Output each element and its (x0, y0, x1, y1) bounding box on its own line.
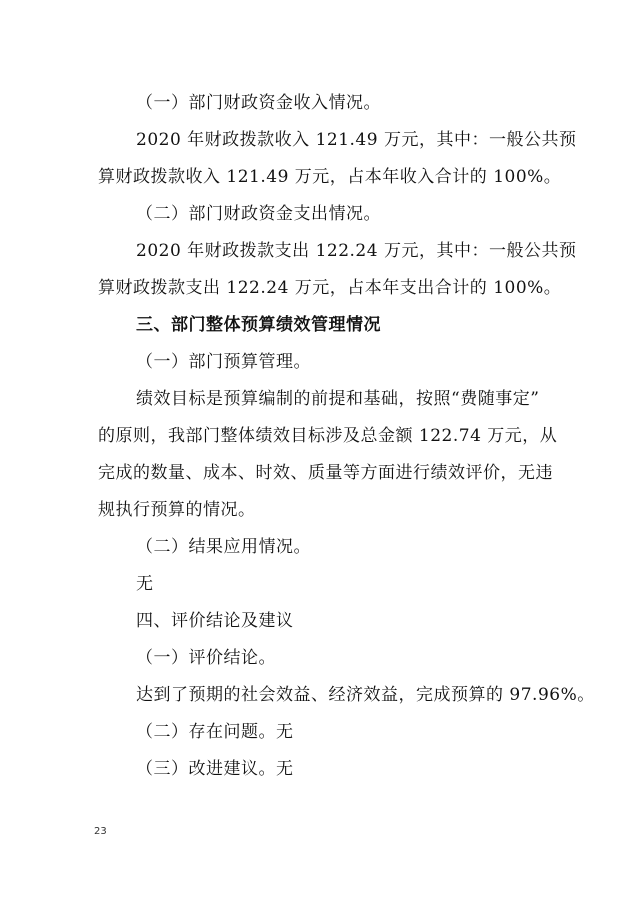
paragraph-budget-line-3: 完成的数量、成本、时效、质量等方面进行绩效评价，无违 (98, 463, 553, 483)
paragraph-conclusion: 达到了预期的社会效益、经济效益，完成预算的 97.96%。 (136, 685, 595, 705)
section-heading-conclusion: 四、评价结论及建议 (136, 611, 294, 631)
subheading-problems: （二）存在问题。无 (136, 722, 294, 742)
page-number: 23 (94, 826, 107, 837)
subheading-suggestions: （三）改进建议。无 (136, 759, 294, 779)
paragraph-expenditure-line-2: 算财政拨款支出 122.24 万元，占本年支出合计的 100%。 (98, 278, 562, 298)
paragraph-budget-line-4: 规执行预算的情况。 (98, 500, 256, 520)
subheading-result-application: （二）结果应用情况。 (136, 537, 311, 557)
subheading-budget-management: （一）部门预算管理。 (136, 352, 311, 372)
paragraph-budget-line-2: 的原则，我部门整体绩效目标涉及总金额 122.74 万元，从 (98, 426, 558, 446)
section-heading-performance: 三、部门整体预算绩效管理情况 (136, 315, 381, 335)
paragraph-expenditure-line-1: 2020 年财政拨款支出 122.24 万元，其中：一般公共预 (136, 241, 577, 261)
paragraph-income-line-1: 2020 年财政拨款收入 121.49 万元，其中：一般公共预 (136, 130, 577, 150)
paragraph-income-line-2: 算财政拨款收入 121.49 万元，占本年收入合计的 100%。 (98, 167, 562, 187)
paragraph-none: 无 (136, 574, 154, 594)
subheading-expenditure: （二）部门财政资金支出情况。 (136, 204, 381, 224)
subheading-income: （一）部门财政资金收入情况。 (136, 93, 381, 113)
paragraph-budget-line-1: 绩效目标是预算编制的前提和基础，按照“费随事定” (136, 389, 540, 409)
subheading-evaluation-conclusion: （一）评价结论。 (136, 648, 276, 668)
